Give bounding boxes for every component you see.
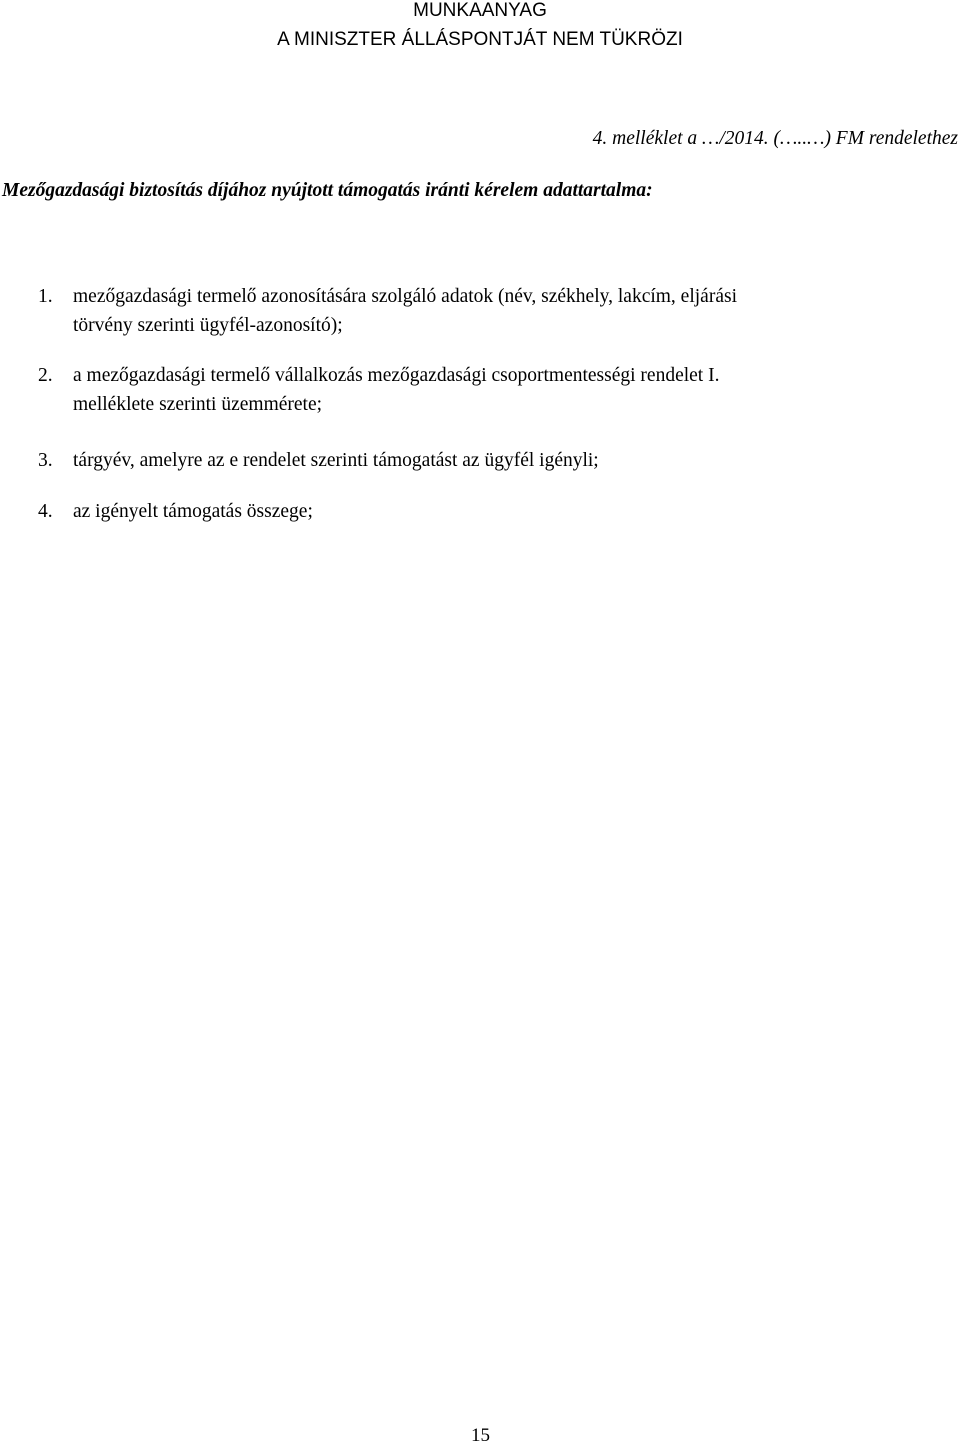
list-item-number: 4. bbox=[38, 501, 53, 522]
list-item-text bbox=[73, 446, 918, 475]
list-item-line: törvény szerinti ügyfél-azonosító); bbox=[73, 315, 343, 336]
list-item bbox=[38, 497, 918, 526]
disclaimer-notice: A MINISZTER ÁLLÁSPONTJÁT NEM TÜKRÖZI bbox=[277, 29, 683, 50]
list-item bbox=[38, 282, 918, 340]
page-number-value: 15 bbox=[471, 1425, 490, 1446]
list-item-line: tárgyév, amelyre az e rendelet szerinti támogatást az ügyfél igényli; bbox=[73, 450, 599, 471]
list-item-text bbox=[73, 282, 918, 340]
list-item-text bbox=[73, 497, 918, 526]
list-item bbox=[38, 446, 918, 475]
page-number bbox=[0, 1425, 960, 1447]
draft-notice: MUNKAANYAG bbox=[413, 0, 547, 21]
list-item-line: mezőgazdasági termelő azonosítására szolgáló adatok (név, székhely, lakcím, eljárási bbox=[73, 286, 737, 307]
list-item-line: a mezőgazdasági termelő vállalkozás mezőgazdasági csoportmentességi rendelet I. bbox=[73, 365, 720, 386]
annex-reference: 4. melléklet a …/2014. (…..…) FM rendelethez bbox=[592, 128, 958, 149]
list-item-line: melléklete szerinti üzemmérete; bbox=[73, 394, 323, 415]
list-item bbox=[38, 361, 918, 419]
list-item-number: 2. bbox=[38, 365, 53, 386]
list-item-number: 1. bbox=[38, 286, 53, 307]
document-title: Mezőgazdasági biztosítás díjához nyújtott támogatás iránti kérelem adattartalma: bbox=[2, 180, 653, 201]
list-item-number: 3. bbox=[38, 450, 53, 471]
list-item-line: az igényelt támogatás összege; bbox=[73, 501, 313, 522]
list-item-text bbox=[73, 361, 918, 419]
